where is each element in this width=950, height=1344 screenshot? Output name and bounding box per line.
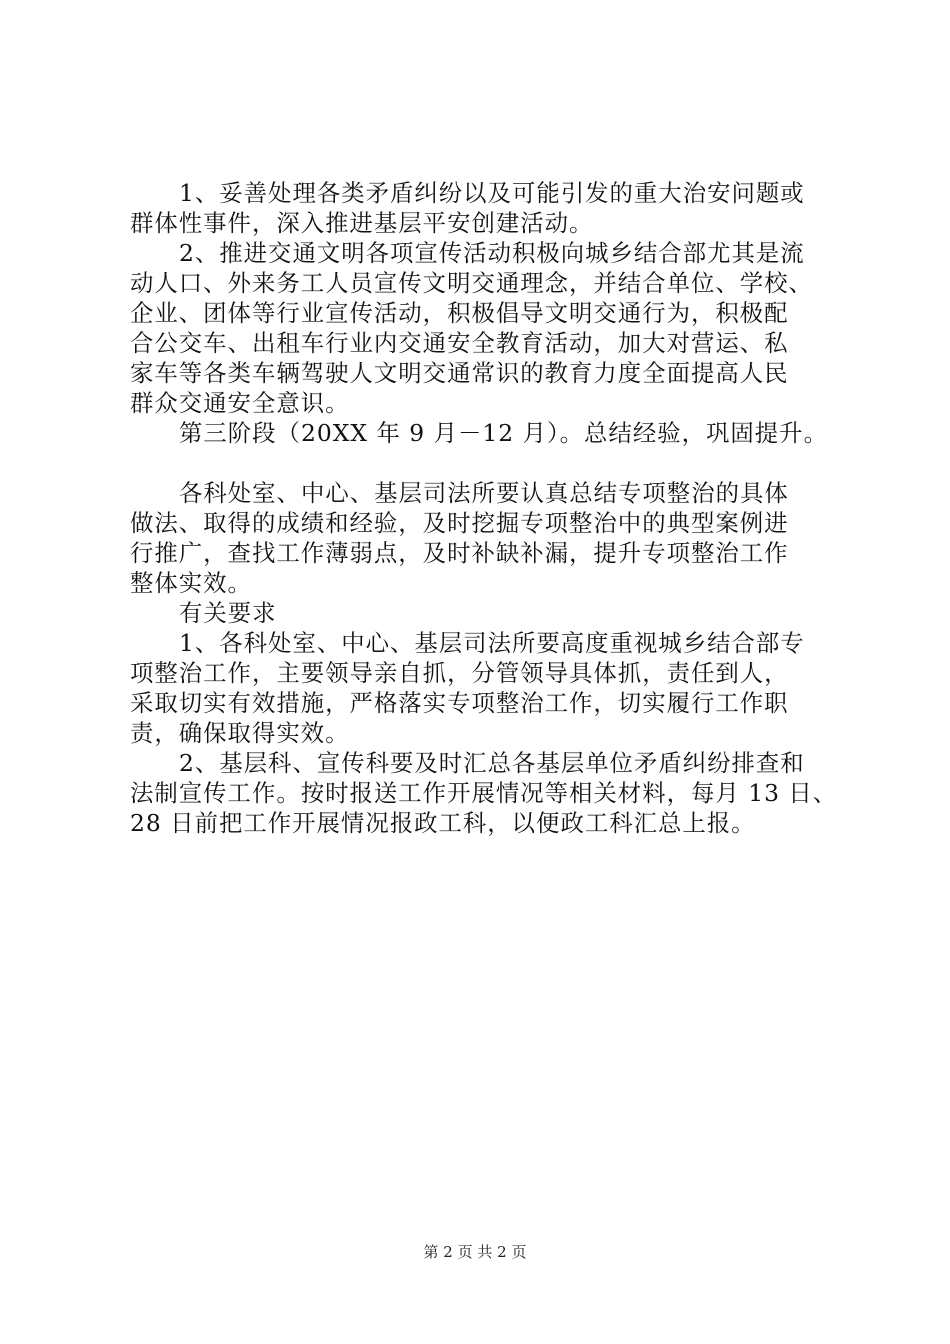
- paragraph-line: 1、各科处室、中心、基层司法所要高度重视城乡结合部专: [179, 629, 805, 657]
- paragraph-line: 群众交通安全意识。: [130, 389, 350, 417]
- blank-line: [130, 448, 830, 478]
- paragraph-line: 28 日前把工作开展情况报政工科，以便政工科汇总上报。: [130, 809, 756, 837]
- paragraph-line: 动人口、外来务工人员宣传文明交通理念，并结合单位、学校、: [130, 269, 813, 297]
- paragraph-line: 各科处室、中心、基层司法所要认真总结专项整治的具体: [179, 479, 789, 507]
- paragraph-line: 做法、取得的成绩和经验，及时挖掘专项整治中的典型案例进: [130, 509, 789, 537]
- paragraph-line: 家车等各类车辆驾驶人文明交通常识的教育力度全面提高人民: [130, 359, 789, 387]
- paragraph-line: 行推广，查找工作薄弱点，及时补缺补漏，提升专项整治工作: [130, 539, 789, 567]
- paragraph-line: 企业、团体等行业宣传活动，积极倡导文明交通行为，积极配: [130, 299, 789, 327]
- paragraph-line: 1、妥善处理各类矛盾纠纷以及可能引发的重大治安问题或: [179, 179, 805, 207]
- paragraph-line: 群体性事件，深入推进基层平安创建活动。: [130, 209, 594, 237]
- section-heading: 有关要求: [179, 599, 277, 627]
- page-number-footer: 第 2 页 共 2 页: [423, 1243, 527, 1261]
- paragraph-line: 2、基层科、宣传科要及时汇总各基层单位矛盾纠纷排查和: [179, 749, 805, 777]
- paragraph-line: 整体实效。: [130, 569, 252, 597]
- section-heading: 第三阶段（20XX 年 9 月－12 月）。总结经验，巩固提升。: [179, 419, 828, 447]
- document-body: [130, 178, 838, 838]
- paragraph-line: 合公交车、出租车行业内交通安全教育活动，加大对营运、私: [130, 329, 789, 357]
- paragraph-line: 2、推进交通文明各项宣传活动积极向城乡结合部尤其是流: [179, 239, 805, 267]
- paragraph-line: 责，确保取得实效。: [130, 719, 350, 747]
- paragraph-line: 采取切实有效措施，严格落实专项整治工作，切实履行工作职: [130, 689, 789, 717]
- paragraph-line: 法制宣传工作。按时报送工作开展情况等相关材料，每月 13 日、: [130, 779, 838, 807]
- paragraph-line: 项整治工作，主要领导亲自抓，分管领导具体抓，责任到人，: [130, 659, 789, 687]
